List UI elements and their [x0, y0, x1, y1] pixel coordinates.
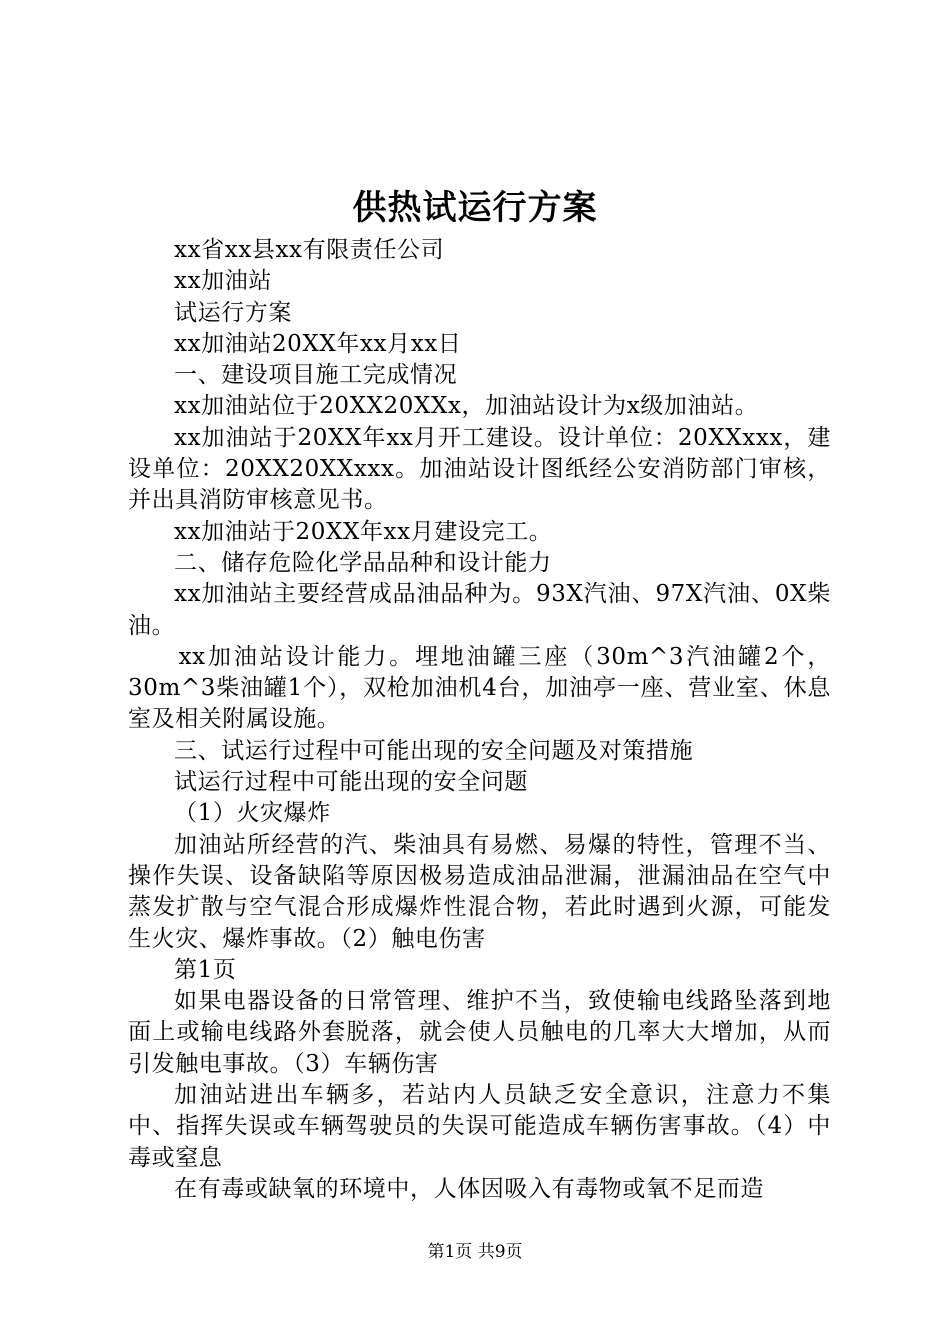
subheading-fire: （1）火灾爆炸	[174, 800, 331, 827]
page-footer: 第1页 共9页	[427, 1242, 523, 1262]
document-title: 供热试运行方案	[352, 188, 598, 228]
paragraph-location: xx加油站位于20XX20XXx，加油站设计为x级加油站。	[174, 393, 759, 420]
paragraph-station: xx加油站	[174, 268, 272, 295]
paragraph-products: xx加油站主要经营成品油品种为。93X汽油、97X汽油、0X柴油。	[128, 581, 831, 639]
paragraph-poisoning: 在有毒或缺氧的环境中，人体因吸入有毒物或氧不足而造	[174, 1175, 764, 1202]
section-heading-1: 一、建设项目施工完成情况	[174, 362, 458, 389]
paragraph-construction: xx加油站于20XX年xx月开工建设。设计单位：20XXxxx，建设单位：20XX20XXxxx。加油站设计图纸经公安消防部门审核，并出具消防审核意见书。	[128, 424, 831, 514]
paragraph-safety-issues: 试运行过程中可能出现的安全问题	[174, 769, 528, 796]
paragraph-company: xx省xx县xx有限责任公司	[174, 237, 445, 263]
section-heading-3: 三、试运行过程中可能出现的安全问题及对策措施	[174, 737, 694, 764]
paragraph-date: xx加油站20XX年xx月xx日	[174, 330, 462, 357]
paragraph-vehicle-injury: 加油站进出车辆多，若站内人员缺乏安全意识，注意力不集中、指挥失误或车辆驾驶员的失误可能造成车辆伤害事故。（4）中毒或窒息	[128, 1082, 831, 1171]
paragraph-electric-shock: 如果电器设备的日常管理、维护不当，致使输电线路坠落到地面上或输电线路外套脱落，就会使人员触电的几率大大增加，从而引发触电事故。（3）车辆伤害	[128, 988, 831, 1077]
paragraph-completion: xx加油站于20XX年xx月建设完工。	[174, 518, 553, 545]
document-body	[128, 235, 831, 1205]
paragraph-fire-explosion: 加油站所经营的汽、柴油具有易燃、易爆的特性，管理不当、操作失误、设备缺陷等原因极易造成油品泄漏，泄漏油品在空气中蒸发扩散与空气混合形成爆炸性混合物，若此时遇到火源，可能发生火灾、爆炸事故。（2）触电伤害	[128, 831, 831, 952]
inline-page-marker: 第1页	[174, 956, 237, 983]
section-heading-2: 二、储存危险化学品品种和设计能力	[174, 549, 552, 576]
paragraph-plan-name: 试运行方案	[174, 299, 292, 326]
paragraph-capacity: xx加油站设计能力。埋地油罐三座（30m^3汽油罐2个，30m^3柴油罐1个），双枪加油机4台，加油亭一座、营业室、休息室及相关附属设施。	[128, 643, 831, 733]
